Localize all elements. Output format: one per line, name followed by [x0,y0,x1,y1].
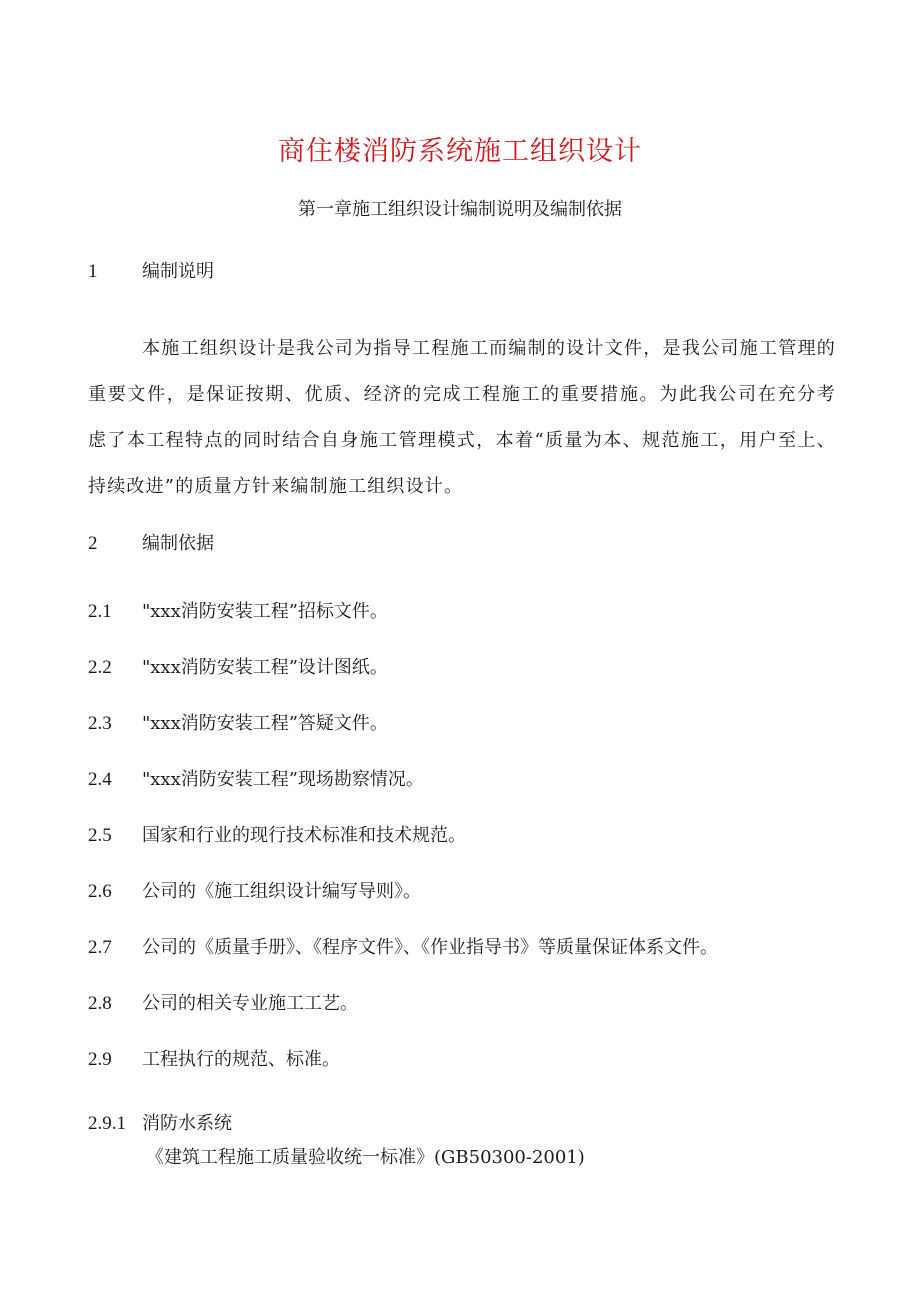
item-number: 2.7 [88,937,112,958]
standard-reference: 《建筑工程施工质量验收统一标准》(GB50300-2001) [146,1147,585,1168]
item-text: "xxx消防安装工程”现场勘察情况。 [142,769,424,790]
item-text: 公司的《施工组织设计编写导则》。 [142,881,421,902]
item-text: 公司的相关专业施工工艺。 [142,993,358,1014]
item-text: 公司的《质量手册》、《程序文件》、《作业指导书》等质量保证体系文件。 [142,937,718,958]
section-number: 1 [88,261,98,282]
item-text: "xxx消防安装工程”招标文件。 [142,601,388,622]
list-item [88,766,424,794]
subsection-heading-text: 消防水系统 [142,1113,232,1134]
list-item [88,598,388,626]
section-1-heading [88,258,214,286]
chapter-title: 第一章施工组织设计编制说明及编制依据 [298,199,622,220]
subsection-number: 2.9.1 [88,1113,126,1134]
item-text: "xxx消防安装工程”设计图纸。 [142,657,388,678]
list-item [88,710,388,738]
item-number: 2.1 [88,601,112,622]
section-heading-text: 编制说明 [142,261,214,282]
list-item [88,990,358,1018]
item-number: 2.5 [88,825,112,846]
list-item [88,934,718,962]
item-number: 2.9 [88,1049,112,1070]
item-number: 2.3 [88,713,112,734]
item-text: "xxx消防安装工程”答疑文件。 [142,713,388,734]
list-item [88,654,388,682]
item-number: 2.4 [88,769,112,790]
section-number: 2 [88,533,98,554]
section-heading-text: 编制依据 [142,533,214,554]
document-title: 商住楼消防系统施工组织设计 [278,136,642,167]
item-number: 2.6 [88,881,112,902]
item-text: 工程执行的规范、标准。 [142,1049,340,1070]
section-2-heading [88,530,214,558]
section-1-paragraph: 本施工组织设计是我公司为指导工程施工而编制的设计文件，是我公司施工管理的重要文件，是保证按期、优质、经济的完成工程施工的重要措施。为此我公司在充分考虑了本工程特点的同时结合自身施工管理模式，本着“质量为本、规范施工，用户至上、持续改进”的质量方针来编制施工组织设计。 [88,338,836,497]
list-item [88,1046,340,1074]
list-item [88,878,421,906]
item-number: 2.2 [88,657,112,678]
list-item [88,822,466,850]
item-number: 2.8 [88,993,112,1014]
subsection-heading [88,1110,232,1138]
item-text: 国家和行业的现行技术标准和技术规范。 [142,825,466,846]
